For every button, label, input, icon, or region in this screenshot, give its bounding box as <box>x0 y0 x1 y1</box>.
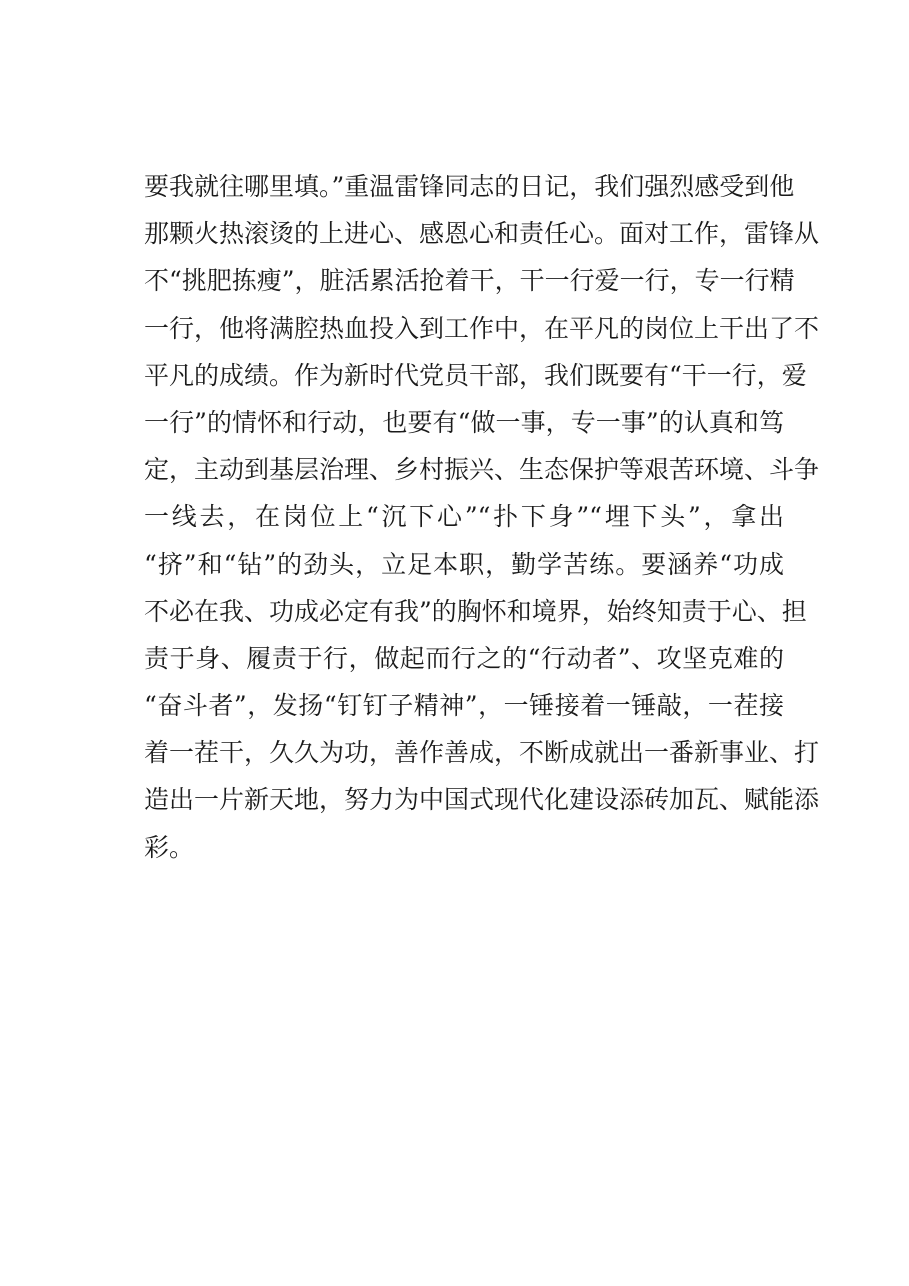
paragraph-line-3: 不“挑肥拣瘦”，脏活累活抢着干，干一行爱一行，专一行精 <box>144 266 795 296</box>
paragraph-line-6: 一行”的情怀和行动，也要有“做一事，专一事”的认真和笃 <box>144 407 784 437</box>
paragraph-line-1: 要我就往哪里填。”重温雷锋同志的日记，我们强烈感受到他 <box>144 172 795 201</box>
paragraph-line-15: 彩。 <box>144 832 195 862</box>
paragraph-line-8: 一线去，在岗位上“沉下心”“扑下身”“埋下头”，拿出 <box>144 502 784 532</box>
paragraph-line-4: 一行，他将满腔热血投入到工作中，在平凡的岗位上干出了不 <box>144 313 820 343</box>
body-paragraph <box>144 163 820 871</box>
paragraph-line-14: 造出一片新天地，努力为中国式现代化建设添砖加瓦、赋能添 <box>144 785 820 815</box>
paragraph-line-2: 那颗火热滚烫的上进心、感恩心和责任心。面对工作，雷锋从 <box>144 219 820 249</box>
paragraph-line-13: 着一茬干，久久为功，善作善成，不断成就出一番新事业、打 <box>144 738 820 768</box>
paragraph-line-11: 责于身、履责于行，做起而行之的“行动者”、攻坚克难的 <box>144 643 784 673</box>
paragraph-line-12: “奋斗者”，发扬“钉钉子精神”，一锤接着一锤敲，一茬接 <box>144 691 784 721</box>
paragraph-line-10: 不必在我、功成必定有我”的胸怀和境界，始终知责于心、担 <box>144 596 807 626</box>
paragraph-line-5: 平凡的成绩。作为新时代党员干部，我们既要有“干一行，爱 <box>144 360 807 390</box>
paragraph-line-9: “挤”和“钻”的劲头，立足本职，勤学苦练。要涵养“功成 <box>144 549 784 579</box>
paragraph-line-7: 定，主动到基层治理、乡村振兴、生态保护等艰苦环境、斗争 <box>144 455 820 485</box>
